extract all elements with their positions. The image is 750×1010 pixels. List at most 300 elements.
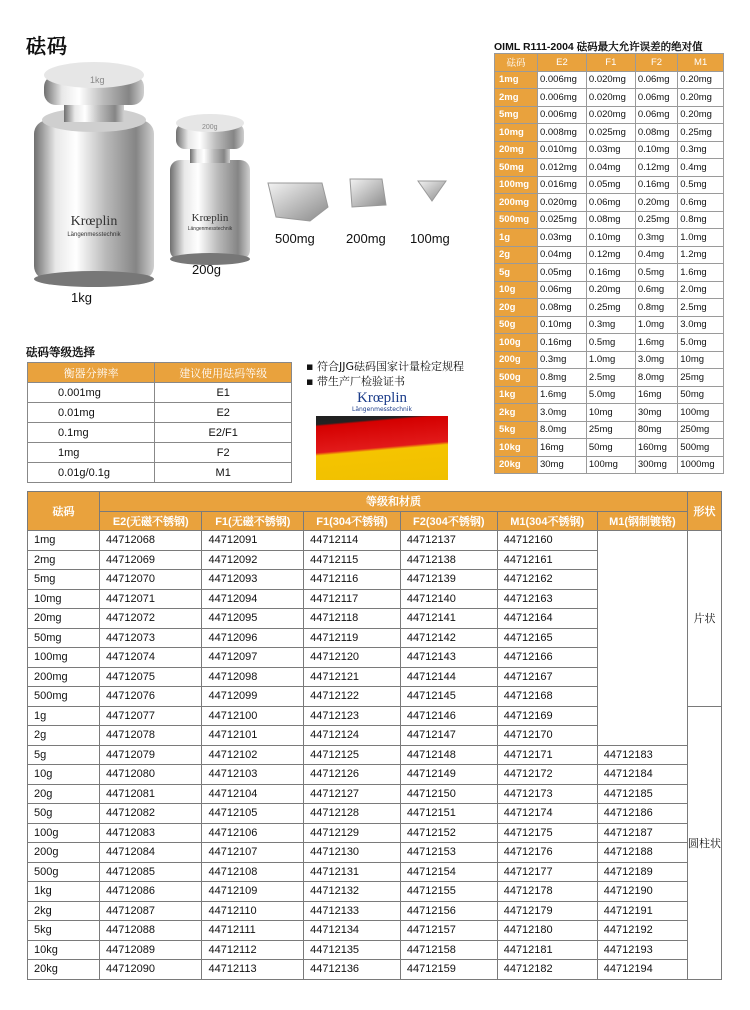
oiml-cell: 0.25mg <box>678 124 724 142</box>
product-cell: 10kg <box>28 940 100 960</box>
oiml-cell: 100g <box>495 334 538 352</box>
weight-200g-image <box>170 114 250 265</box>
product-cell: 44712121 <box>304 667 401 687</box>
oiml-cell: 0.16mg <box>537 334 586 352</box>
oiml-cell: 0.08mg <box>635 124 677 142</box>
product-cell: 44712139 <box>400 570 497 590</box>
oiml-cell: 1.6mg <box>635 334 677 352</box>
product-cell: 44712115 <box>304 550 401 570</box>
product-cell: 5kg <box>28 921 100 941</box>
product-cell: 44712167 <box>497 667 597 687</box>
product-cell: 44712107 <box>202 843 304 863</box>
oiml-cell: 50mg <box>678 386 724 404</box>
oiml-cell: 0.03mg <box>586 141 635 159</box>
product-row <box>28 862 722 882</box>
oiml-cell: 3.0mg <box>537 404 586 422</box>
oiml-cell: 2mg <box>495 89 538 107</box>
product-cell: 44712157 <box>400 921 497 941</box>
product-cell: 44712101 <box>202 726 304 746</box>
product-cell: 44712144 <box>400 667 497 687</box>
product-cell: 44712070 <box>100 570 202 590</box>
label-500mg: 500mg <box>275 231 315 246</box>
oiml-cell: 10kg <box>495 439 538 457</box>
header-grade-1: F1(无磁不锈钢) <box>202 511 304 531</box>
product-row <box>28 784 722 804</box>
product-row <box>28 823 722 843</box>
product-cell: 44712069 <box>100 550 202 570</box>
oiml-cell: 0.05mg <box>537 264 586 282</box>
oiml-cell: 0.020mg <box>586 89 635 107</box>
oiml-cell: 10mg <box>495 124 538 142</box>
product-cell: 44712129 <box>304 823 401 843</box>
oiml-cell: 500g <box>495 369 538 387</box>
product-row <box>28 960 722 980</box>
product-cell: 44712102 <box>202 745 304 765</box>
oiml-cell: 1kg <box>495 386 538 404</box>
product-cell: 44712140 <box>400 589 497 609</box>
product-cell: 44712179 <box>497 901 597 921</box>
grade-selection-title: 砝码等级选择 <box>26 345 95 359</box>
oiml-header-2: F1 <box>586 54 635 72</box>
product-cell: 44712173 <box>497 784 597 804</box>
product-cell: 44712156 <box>400 901 497 921</box>
product-row <box>28 843 722 863</box>
product-cell: 500g <box>28 862 100 882</box>
oiml-row <box>495 386 724 404</box>
stamp-1kg: 1kg <box>90 75 105 85</box>
product-cell: 44712160 <box>497 531 597 551</box>
product-cell: 44712169 <box>497 706 597 726</box>
product-cell: 44712078 <box>100 726 202 746</box>
oiml-cell: 0.4mg <box>678 159 724 177</box>
oiml-cell: 5g <box>495 264 538 282</box>
weights-illustration <box>20 55 470 315</box>
product-row <box>28 940 722 960</box>
page-title: 砝码 <box>26 34 68 58</box>
oiml-row <box>495 369 724 387</box>
oiml-cell: 30mg <box>635 404 677 422</box>
product-cell: 44712124 <box>304 726 401 746</box>
product-cell: 44712147 <box>400 726 497 746</box>
oiml-cell: 2.5mg <box>586 369 635 387</box>
product-cell: 44712123 <box>304 706 401 726</box>
oiml-cell: 0.08mg <box>537 299 586 317</box>
product-row <box>28 882 722 902</box>
oiml-cell: 0.008mg <box>537 124 586 142</box>
product-cell: 44712146 <box>400 706 497 726</box>
oiml-cell: 0.20mg <box>635 194 677 212</box>
oiml-cell: 0.20mg <box>678 106 724 124</box>
product-cell: 44712110 <box>202 901 304 921</box>
product-cell: 44712075 <box>100 667 202 687</box>
product-cell: 44712188 <box>597 843 687 863</box>
product-cell <box>597 531 687 746</box>
oiml-cell: 0.06mg <box>635 71 677 89</box>
oiml-cell: 25mg <box>586 421 635 439</box>
grade-header-resolution: 衡器分辨率 <box>28 363 155 383</box>
oiml-cell: 0.3mg <box>678 141 724 159</box>
oiml-cell: 1g <box>495 229 538 247</box>
oiml-cell: 0.8mg <box>537 369 586 387</box>
oiml-row <box>495 334 724 352</box>
oiml-cell: 0.3mg <box>635 229 677 247</box>
oiml-cell: 0.006mg <box>537 106 586 124</box>
product-cell: 44712184 <box>597 765 687 785</box>
oiml-cell: 1.0mg <box>678 229 724 247</box>
product-cell: 50mg <box>28 628 100 648</box>
product-cell: 44712119 <box>304 628 401 648</box>
oiml-cell: 10mg <box>586 404 635 422</box>
product-cell: 44712127 <box>304 784 401 804</box>
note-item: ▪ 带生产厂检验证书 <box>306 375 405 388</box>
grade-cell: M1 <box>155 463 292 483</box>
weight-500mg-image <box>268 183 328 221</box>
grade-cell: 0.1mg <box>28 423 155 443</box>
product-cell: 44712189 <box>597 862 687 882</box>
oiml-tolerance-table <box>494 53 724 474</box>
product-cell: 44712092 <box>202 550 304 570</box>
oiml-row <box>495 141 724 159</box>
grade-cell: 0.001mg <box>28 383 155 403</box>
oiml-cell: 0.5mg <box>635 264 677 282</box>
product-cell: 44712165 <box>497 628 597 648</box>
stamp-200g: 200g <box>202 124 218 131</box>
product-cell: 500mg <box>28 687 100 707</box>
oiml-cell: 0.8mg <box>678 211 724 229</box>
brand-logo-banner: Krœplin Längenmesstechnik <box>316 390 448 416</box>
oiml-cell: 5.0mg <box>586 386 635 404</box>
product-cell: 44712170 <box>497 726 597 746</box>
product-cell: 44712074 <box>100 648 202 668</box>
product-cell: 44712194 <box>597 960 687 980</box>
oiml-cell: 0.20mg <box>586 281 635 299</box>
product-cell: 44712126 <box>304 765 401 785</box>
product-row <box>28 531 722 551</box>
product-cell: 44712130 <box>304 843 401 863</box>
oiml-cell: 1.0mg <box>586 351 635 369</box>
oiml-cell: 0.020mg <box>586 106 635 124</box>
oiml-row <box>495 439 724 457</box>
product-cell: 44712155 <box>400 882 497 902</box>
product-cell: 44712084 <box>100 843 202 863</box>
product-cell: 44712148 <box>400 745 497 765</box>
header-grade-5: M1(钢制镀铬) <box>597 511 687 531</box>
product-cell: 44712090 <box>100 960 202 980</box>
oiml-cell: 5.0mg <box>678 334 724 352</box>
weight-100mg-image <box>418 181 446 201</box>
oiml-cell: 0.04mg <box>537 246 586 264</box>
oiml-cell: 0.025mg <box>537 211 586 229</box>
product-cell: 5g <box>28 745 100 765</box>
product-cell: 44712106 <box>202 823 304 843</box>
product-cell: 44712171 <box>497 745 597 765</box>
product-cell: 1kg <box>28 882 100 902</box>
grade-cell: E1 <box>155 383 292 403</box>
oiml-cell: 0.12mg <box>635 159 677 177</box>
product-cell: 44712089 <box>100 940 202 960</box>
product-cell: 44712103 <box>202 765 304 785</box>
oiml-cell: 1mg <box>495 71 538 89</box>
grade-header-class: 建议使用砝码等级 <box>155 363 292 383</box>
oiml-cell: 200g <box>495 351 538 369</box>
oiml-cell: 0.006mg <box>537 89 586 107</box>
oiml-header-4: M1 <box>678 54 724 72</box>
product-cell: 44712131 <box>304 862 401 882</box>
product-cell: 44712142 <box>400 628 497 648</box>
oiml-cell: 20g <box>495 299 538 317</box>
product-cell: 10g <box>28 765 100 785</box>
oiml-cell: 0.12mg <box>586 246 635 264</box>
product-cell: 44712091 <box>202 531 304 551</box>
oiml-cell: 16mg <box>537 439 586 457</box>
product-cell: 44712181 <box>497 940 597 960</box>
oiml-cell: 0.06mg <box>537 281 586 299</box>
grade-row <box>28 383 292 403</box>
product-cell: 44712071 <box>100 589 202 609</box>
product-cell: 44712163 <box>497 589 597 609</box>
oiml-row <box>495 229 724 247</box>
oiml-cell: 1.2mg <box>678 246 724 264</box>
product-row <box>28 765 722 785</box>
product-cell: 44712183 <box>597 745 687 765</box>
product-cell: 44712177 <box>497 862 597 882</box>
oiml-cell: 0.05mg <box>586 176 635 194</box>
product-cell: 44712166 <box>497 648 597 668</box>
product-cell: 200mg <box>28 667 100 687</box>
oiml-cell: 100mg <box>586 456 635 474</box>
product-cell: 44712191 <box>597 901 687 921</box>
product-cell: 44712072 <box>100 609 202 629</box>
product-cell: 44712185 <box>597 784 687 804</box>
oiml-cell: 0.020mg <box>537 194 586 212</box>
product-cell: 44712083 <box>100 823 202 843</box>
weight-200mg-image <box>350 179 386 207</box>
brand-logo-1kg: Krœplin <box>70 214 118 229</box>
oiml-row <box>495 211 724 229</box>
product-cell: 44712073 <box>100 628 202 648</box>
oiml-cell: 0.025mg <box>586 124 635 142</box>
label-200g: 200g <box>192 262 221 277</box>
product-cell: 44712118 <box>304 609 401 629</box>
oiml-cell: 0.010mg <box>537 141 586 159</box>
label-200mg: 200mg <box>346 231 386 246</box>
product-cell: 1mg <box>28 531 100 551</box>
product-cell: 20kg <box>28 960 100 980</box>
oiml-cell: 160mg <box>635 439 677 457</box>
product-cell: 44712134 <box>304 921 401 941</box>
product-cell: 44712162 <box>497 570 597 590</box>
product-cell: 44712154 <box>400 862 497 882</box>
german-flag-image <box>316 390 448 480</box>
product-cell: 2mg <box>28 550 100 570</box>
product-cell: 44712149 <box>400 765 497 785</box>
product-cell: 44712133 <box>304 901 401 921</box>
product-cell: 100mg <box>28 648 100 668</box>
oiml-cell: 0.16mg <box>635 176 677 194</box>
oiml-cell: 16mg <box>635 386 677 404</box>
oiml-cell: 0.8mg <box>635 299 677 317</box>
oiml-cell: 0.03mg <box>537 229 586 247</box>
oiml-cell: 0.20mg <box>678 71 724 89</box>
product-cell: 44712076 <box>100 687 202 707</box>
oiml-row <box>495 194 724 212</box>
product-cell: 44712111 <box>202 921 304 941</box>
oiml-cell: 2.5mg <box>678 299 724 317</box>
oiml-cell: 100mg <box>495 176 538 194</box>
product-cell: 44712135 <box>304 940 401 960</box>
oiml-cell: 2kg <box>495 404 538 422</box>
product-cell: 44712158 <box>400 940 497 960</box>
oiml-cell: 0.16mg <box>586 264 635 282</box>
product-cell: 44712085 <box>100 862 202 882</box>
oiml-cell: 1.6mg <box>537 386 586 404</box>
product-cell: 44712128 <box>304 804 401 824</box>
oiml-cell: 0.25mg <box>586 299 635 317</box>
product-cell: 44712122 <box>304 687 401 707</box>
oiml-cell: 0.5mg <box>678 176 724 194</box>
oiml-cell: 0.10mg <box>537 316 586 334</box>
product-cell: 44712186 <box>597 804 687 824</box>
product-cell: 44712174 <box>497 804 597 824</box>
oiml-cell: 300mg <box>635 456 677 474</box>
grade-selection-table <box>27 362 292 483</box>
oiml-cell: 5mg <box>495 106 538 124</box>
brand-tagline-200g: Längenmesstechnik <box>187 226 233 232</box>
oiml-row <box>495 246 724 264</box>
product-cell: 44712168 <box>497 687 597 707</box>
product-cell: 44712099 <box>202 687 304 707</box>
grade-cell: F2 <box>155 443 292 463</box>
oiml-cell: 20mg <box>495 141 538 159</box>
product-cell: 44712105 <box>202 804 304 824</box>
oiml-cell: 0.5mg <box>586 334 635 352</box>
oiml-row <box>495 299 724 317</box>
product-cell: 44712086 <box>100 882 202 902</box>
oiml-cell: 50mg <box>586 439 635 457</box>
oiml-cell: 1.6mg <box>678 264 724 282</box>
oiml-cell: 50mg <box>495 159 538 177</box>
header-weight: 砝码 <box>28 492 100 531</box>
product-cell: 100g <box>28 823 100 843</box>
product-cell: 44712109 <box>202 882 304 902</box>
oiml-header-3: F2 <box>635 54 677 72</box>
product-row <box>28 745 722 765</box>
oiml-cell: 0.10mg <box>635 141 677 159</box>
oiml-cell: 30mg <box>537 456 586 474</box>
product-cell: 44712112 <box>202 940 304 960</box>
product-cell: 44712104 <box>202 784 304 804</box>
product-cell: 44712079 <box>100 745 202 765</box>
oiml-cell: 0.4mg <box>635 246 677 264</box>
oiml-row <box>495 351 724 369</box>
oiml-table-title: OIML R111-2004 砝码最大允许误差的绝对值 <box>494 41 703 53</box>
product-cell: 44712093 <box>202 570 304 590</box>
product-cell: 44712077 <box>100 706 202 726</box>
oiml-cell: 0.006mg <box>537 71 586 89</box>
oiml-cell: 8.0mg <box>537 421 586 439</box>
product-cell: 44712087 <box>100 901 202 921</box>
product-cell: 44712137 <box>400 531 497 551</box>
oiml-cell: 5kg <box>495 421 538 439</box>
oiml-cell: 50g <box>495 316 538 334</box>
product-cell: 44712120 <box>304 648 401 668</box>
oiml-cell: 1000mg <box>678 456 724 474</box>
product-cell: 44712176 <box>497 843 597 863</box>
oiml-row <box>495 71 724 89</box>
product-cell: 44712161 <box>497 550 597 570</box>
brand-tagline-1kg: Längenmesstechnik <box>67 232 121 238</box>
product-row <box>28 804 722 824</box>
oiml-cell: 80mg <box>635 421 677 439</box>
oiml-cell: 0.6mg <box>678 194 724 212</box>
shape-cylinder-cell: 圆柱状 <box>688 706 722 979</box>
product-cell: 44712164 <box>497 609 597 629</box>
oiml-cell: 2g <box>495 246 538 264</box>
product-cell: 50g <box>28 804 100 824</box>
product-cell: 44712180 <box>497 921 597 941</box>
product-cell: 2kg <box>28 901 100 921</box>
oiml-cell: 0.04mg <box>586 159 635 177</box>
oiml-cell: 0.20mg <box>678 89 724 107</box>
oiml-row <box>495 106 724 124</box>
grade-row <box>28 463 292 483</box>
product-cell: 44712192 <box>597 921 687 941</box>
oiml-cell: 0.25mg <box>635 211 677 229</box>
oiml-cell: 0.016mg <box>537 176 586 194</box>
oiml-cell: 0.06mg <box>586 194 635 212</box>
oiml-cell: 250mg <box>678 421 724 439</box>
brand-logo-200g: Krœplin <box>191 212 229 224</box>
grade-cell: 0.01g/0.1g <box>28 463 155 483</box>
product-cell: 44712152 <box>400 823 497 843</box>
oiml-cell: 0.6mg <box>635 281 677 299</box>
oiml-cell: 100mg <box>678 404 724 422</box>
product-cell: 44712097 <box>202 648 304 668</box>
oiml-row <box>495 456 724 474</box>
product-cell: 44712178 <box>497 882 597 902</box>
product-cell: 44712100 <box>202 706 304 726</box>
product-cell: 44712125 <box>304 745 401 765</box>
oiml-cell: 20kg <box>495 456 538 474</box>
oiml-cell: 500mg <box>495 211 538 229</box>
header-shape: 形状 <box>688 492 722 531</box>
label-1kg: 1kg <box>71 290 92 305</box>
product-cell: 2g <box>28 726 100 746</box>
grade-row <box>28 443 292 463</box>
product-cell: 44712172 <box>497 765 597 785</box>
product-cell: 44712138 <box>400 550 497 570</box>
product-cell: 44712175 <box>497 823 597 843</box>
product-cell: 44712151 <box>400 804 497 824</box>
product-cell: 5mg <box>28 570 100 590</box>
header-grade-3: F2(304不锈钢) <box>400 511 497 531</box>
oiml-cell: 0.06mg <box>635 89 677 107</box>
oiml-cell: 500mg <box>678 439 724 457</box>
product-row <box>28 901 722 921</box>
product-row <box>28 921 722 941</box>
product-cell: 44712096 <box>202 628 304 648</box>
weight-1kg-image <box>34 62 154 287</box>
grade-row <box>28 403 292 423</box>
product-cell: 44712193 <box>597 940 687 960</box>
product-cell: 20mg <box>28 609 100 629</box>
product-cell: 44712145 <box>400 687 497 707</box>
product-cell: 44712116 <box>304 570 401 590</box>
oiml-cell: 200mg <box>495 194 538 212</box>
product-cell: 44712141 <box>400 609 497 629</box>
header-grade-2: F1(304不锈钢) <box>304 511 401 531</box>
oiml-cell: 0.10mg <box>586 229 635 247</box>
